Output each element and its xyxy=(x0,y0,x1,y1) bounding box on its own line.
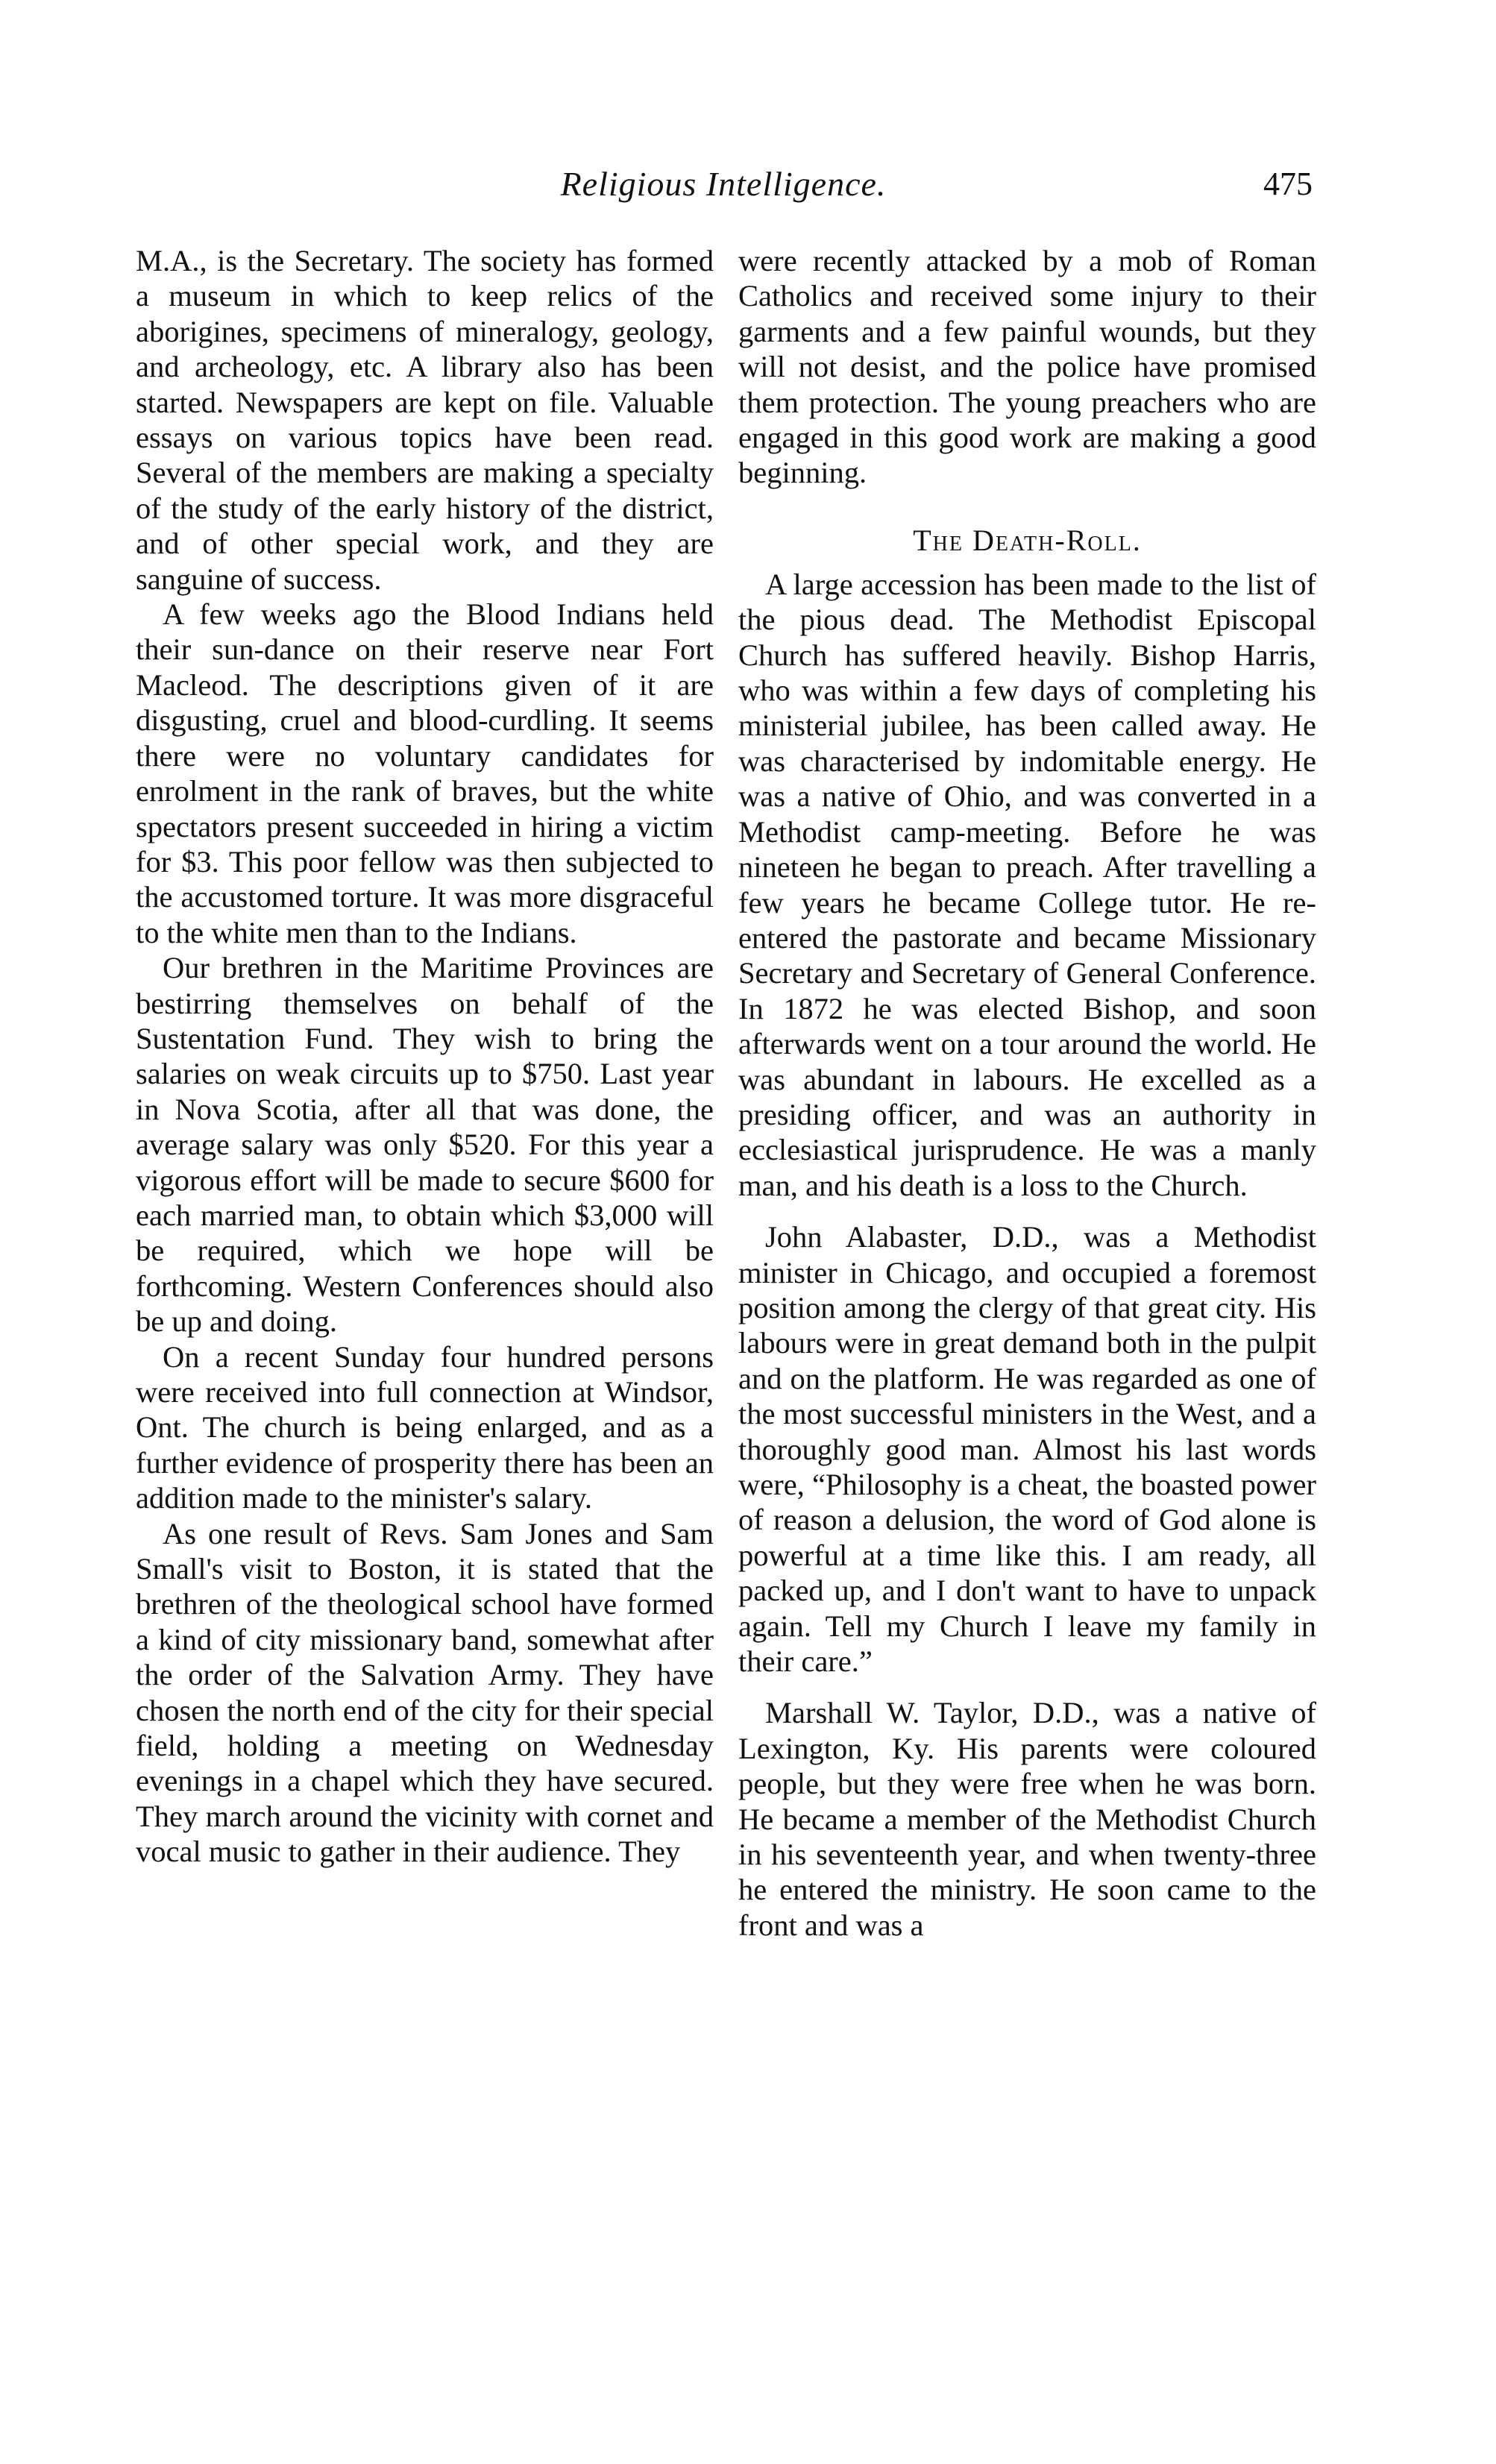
paragraph: Our brethren in the Maritime Provinces are bestirring themselves on behalf of the Sustentation Fund. They wish to bring the salaries on weak circuits up to $750. Last year in Nova Scotia, after all that was done, the average salary was only $520. For this year a vigorous effort will be made to secure $600 for each married man, to obtain which $3,000 will be required, which we hope will be forthcoming. Western Conferences should also be up and doing. xyxy=(136,951,714,1339)
right-column xyxy=(738,243,1316,1943)
paragraph: were recently attacked by a mob of Roman Catholics and received some injury to their garments and a few painful wounds, but they will not desist, and the police have promised them protection. The young preachers who are engaged in this good work are making a good beginning. xyxy=(738,244,1316,490)
paragraph: Marshall W. Taylor, D.D., was a native of Lexington, Ky. His parents were coloured people, but they were free when he was born. He became a member of the Methodist Church in his seventeenth year, and when twenty-three he entered the ministry. He soon came to the front and was a xyxy=(738,1696,1316,1942)
running-title: Religious Intelligence. xyxy=(560,165,887,203)
paragraph: As one result of Revs. Sam Jones and Sam Small's visit to Boston, it is stated that the brethren of the theological school have formed a kind of city missionary band, somewhat after the order of the Salvation Army. They have chosen the north end of the city for their special field, holding a meeting on Wednesday evenings in a chapel which they have secured. They march around the vicinity with cornet and vocal music to gather in their audience. They xyxy=(136,1516,714,1869)
paragraph: On a recent Sunday four hundred persons were received into full connection at Windsor, Ont. The church is being enlarged, and as a further evidence of prosperity there has been an addition made to the minister's salary. xyxy=(136,1339,714,1515)
section-heading: The Death-Roll. xyxy=(913,523,1142,557)
paragraph: M.A., is the Secretary. The society has formed a museum in which to keep relics of the aborigines, specimens of mineralogy, geology, and archeology, etc. A library also has been started. Newspapers are kept on file. Valuable essays on various topics have been read. Several of the members are making a specialty of the study of the early history of the district, and of other special work, and they are sanguine of success. xyxy=(136,244,714,596)
page-number: 475 xyxy=(1263,166,1313,202)
running-header xyxy=(119,158,1327,210)
left-column xyxy=(136,243,714,1870)
paragraph: John Alabaster, D.D., was a Methodist minister in Chicago, and occupied a foremost position among the clergy of that great city. His labours were in great demand both in the pulpit and on the platform. He was regarded as one of the most successful ministers in the West, and a thoroughly good man. Almost his last words were, “Philosophy is a cheat, the boasted power of reason a delusion, the word of God alone is powerful at a time like this. I am ready, all packed up, and I don't want to have to unpack again. Tell my Church I leave my family in their care.” xyxy=(738,1220,1316,1679)
paragraph: A large accession has been made to the list of the pious dead. The Methodist Episcopal Church has suffered heavily. Bishop Harris, who was within a few days of completing his ministerial jubilee, has been called away. He was characterised by indomitable energy. He was a native of Ohio, and was converted in a Methodist camp-meeting. Before he was nineteen he began to preach. After travelling a few years he became College tutor. He re-entered the pastorate and became Missionary Secretary and Secretary of General Conference. In 1872 he was elected Bishop, and soon afterwards went on a tour around the world. He was abundant in labours. He excelled as a presiding officer, and was an authority in ecclesiastical jurisprudence. He was a manly man, and his death is a loss to the Church. xyxy=(738,567,1316,1202)
paragraph: A few weeks ago the Blood Indians held their sun-dance on their reserve near Fort Macleod. The descriptions given of it are disgusting, cruel and blood-curdling. It seems there were no voluntary candidates for enrolment in the rank of braves, but the white spectators present succeeded in hiring a victim for $3. This poor fellow was then subjected to the accustomed torture. It was more disgraceful to the white men than to the Indians. xyxy=(136,597,714,949)
